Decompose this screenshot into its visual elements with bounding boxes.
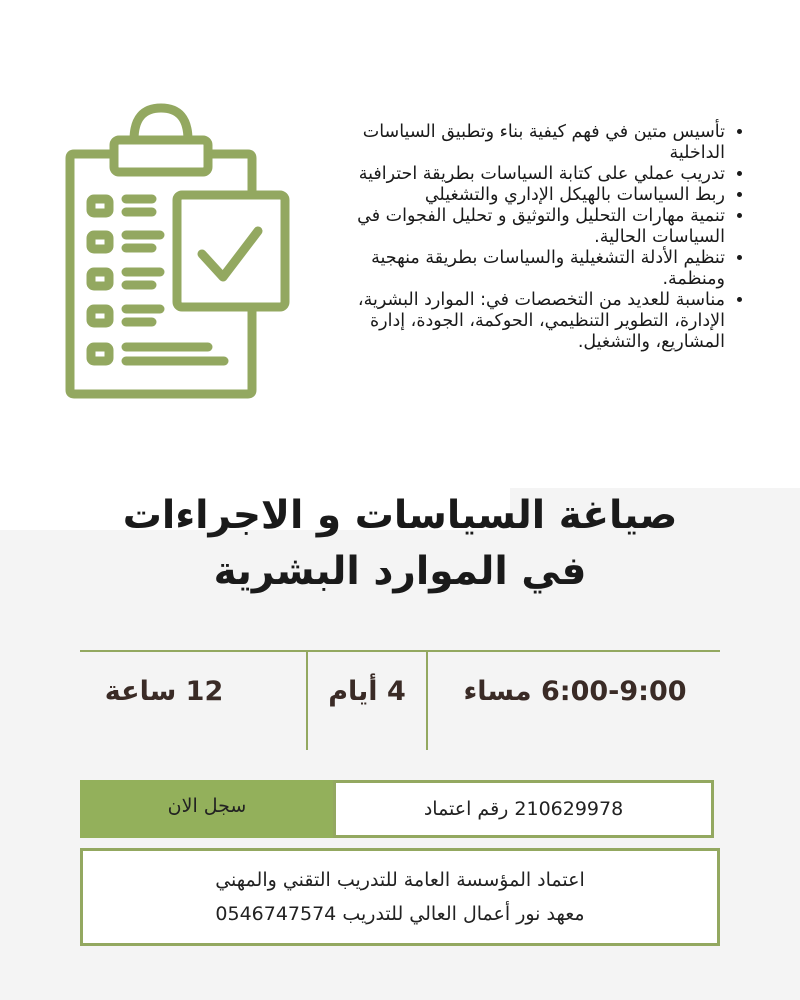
benefit-item: • تنمية مهارات التحليل والتوثيق و تحليل الفجوات في السياسات الحالية. xyxy=(325,206,725,248)
register-now-button[interactable]: سجل الان xyxy=(80,780,334,838)
footer-info-box xyxy=(80,848,720,946)
course-days: 4 أيام xyxy=(328,676,406,707)
info-column-divider xyxy=(426,652,428,750)
benefit-item: • تدريب عملي على كتابة السياسات بطريقة احترافية xyxy=(325,164,725,185)
benefit-item: • تأسيس متين في فهم كيفية بناء وتطبيق السياسات الداخلية xyxy=(325,122,725,164)
benefits-list xyxy=(325,122,747,353)
clipboard-checklist-icon xyxy=(60,100,300,400)
benefit-item: • مناسبة للعديد من التخصصات في: الموارد البشرية، الإدارة، التطوير التنظيمي، الحوكمة، الجودة، إدارة المشاريع، والتشغيل. xyxy=(325,290,725,353)
benefit-item: • ربط السياسات بالهيكل الإداري والتشغيلي xyxy=(325,185,725,206)
accreditation-authority: اعتماد المؤسسة العامة للتدريب التقني والمهني xyxy=(215,869,585,891)
course-title xyxy=(60,488,740,600)
course-title-line2: في الموارد البشرية xyxy=(213,549,587,594)
info-divider-line xyxy=(80,650,720,652)
course-title-line1: صياغة السياسات و الاجراءات xyxy=(122,493,678,538)
course-time: 6:00-9:00 مساء xyxy=(463,676,687,707)
institute-contact: معهد نور أعمال العالي للتدريب 0546747574 xyxy=(215,903,585,925)
benefit-item: • تنظيم الأدلة التشغيلية والسياسات بطريقة منهجية ومنظمة. xyxy=(325,248,725,290)
accreditation-number: 210629978 رقم اعتماد xyxy=(333,780,714,838)
course-hours: 12 ساعة xyxy=(104,676,224,707)
